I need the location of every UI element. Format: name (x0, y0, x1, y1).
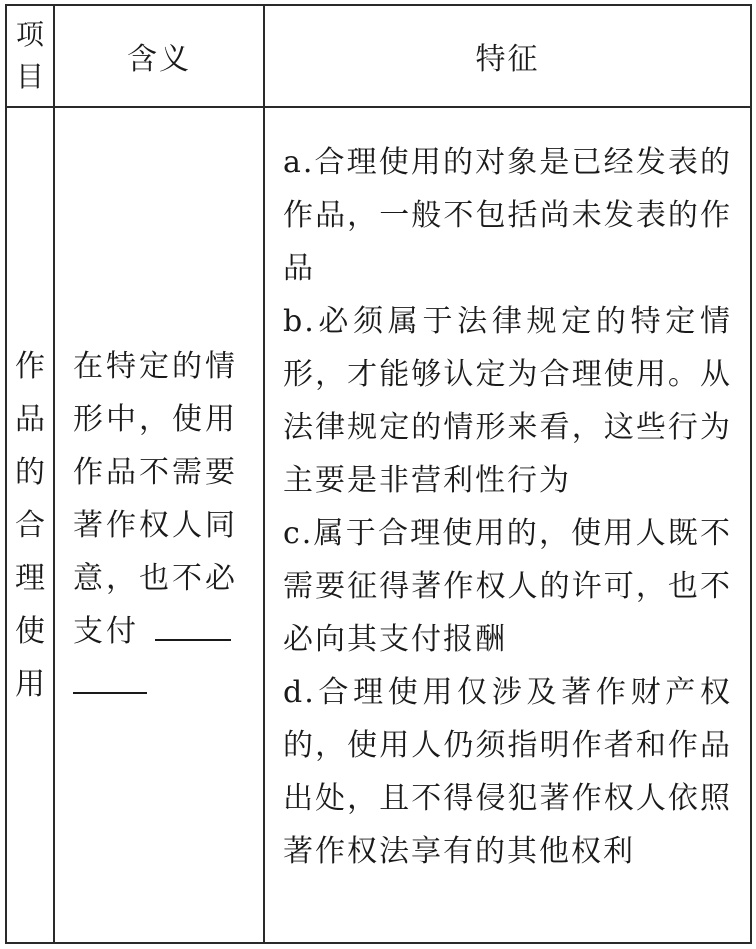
row-meaning-text (73, 340, 249, 711)
table-row (6, 107, 751, 943)
feature-item-d: d.合理使用仅涉及著作财产权的，使用人仍须指明作者和作品出处，且不得侵犯著作权人依照著作权法享有的其他权利 (283, 675, 732, 869)
feature-item-b: b.必须属于法律规定的特定情形，才能够认定为合理使用。从法律规定的情形来看，这些行为主要是非营利性行为 (283, 304, 732, 498)
feature-item-c: c.属于合理使用的，使用人既不需要征得著作权人的许可，也不必向其支付报酬 (283, 516, 732, 657)
copyright-fair-use-table (5, 4, 752, 944)
row-meaning-cell (54, 107, 264, 943)
meaning-body: 在特定的情形中，使用作品不需要著作权人同意，也不必支付 (73, 348, 238, 649)
table-header-row (6, 5, 751, 107)
row-item-label: 作品的合理使用 (15, 348, 45, 702)
header-meaning: 含义 (54, 5, 264, 107)
fill-in-blank-continued (73, 658, 147, 694)
feature-item-a: a.合理使用的对象是已经发表的作品，一般不包括尚未发表的作品 (283, 145, 732, 286)
fill-in-blank (155, 605, 231, 641)
row-features-cell (264, 107, 751, 943)
row-item-cell (6, 107, 54, 943)
header-item (6, 5, 54, 107)
header-features: 特征 (264, 5, 751, 107)
header-item-label: 项目 (15, 18, 44, 93)
